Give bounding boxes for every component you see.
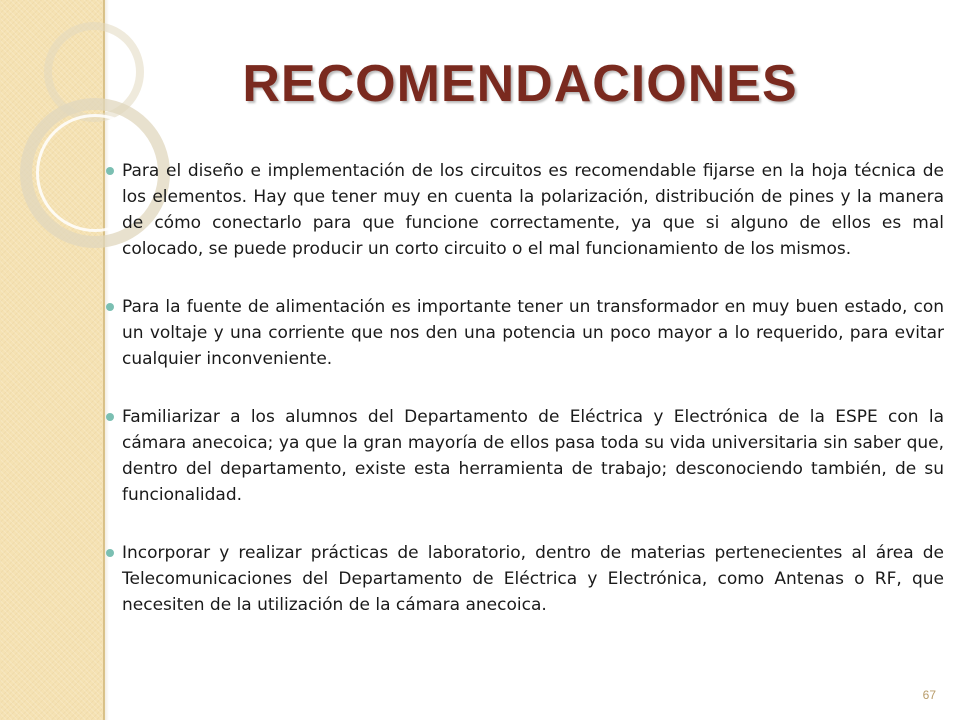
bullet-item [104,158,944,262]
bullet-dot-icon [106,413,114,421]
bullet-list [104,158,944,650]
bullet-text: Familiarizar a los alumnos del Departamento de Eléctrica y Electrónica de la ESPE con la cámara anecoica; ya que la gran mayoría de ellos pasa toda su vida universitaria sin saber que, dentro del departamento, existe esta herramienta de trabajo; desconociendo también, de su funcionalidad. [122,407,944,505]
bullet-dot-icon [106,167,114,175]
bullet-dot-icon [106,549,114,557]
bullet-item [104,540,944,618]
page-number: 67 [922,688,936,702]
bullet-text: Para la fuente de alimentación es importante tener un transformador en muy buen estado, con un voltaje y una corriente que nos den una potencia un poco mayor a lo requerido, para evitar cualquier inconveniente. [122,297,944,369]
bullet-text: Incorporar y realizar prácticas de laboratorio, dentro de materias pertenecientes al área de Telecomunicaciones del Departamento de Eléctrica y Electrónica, como Antenas o RF, que necesiten de la utilización de la cámara anecoica. [122,543,944,615]
bullet-text: Para el diseño e implementación de los circuitos es recomendable fijarse en la hoja técnica de los elementos. Hay que tener muy en cuenta la polarización, distribución de pines y la manera de cómo conectarlo para que funcione correctamente, ya que si alguno de ellos es mal colocado, se puede producir un corto circuito o el mal funcionamiento de los mismos. [122,161,944,259]
bullet-item [104,404,944,508]
slide-title: RECOMENDACIONES [242,55,798,113]
bullet-dot-icon [106,303,114,311]
bullet-item [104,294,944,372]
